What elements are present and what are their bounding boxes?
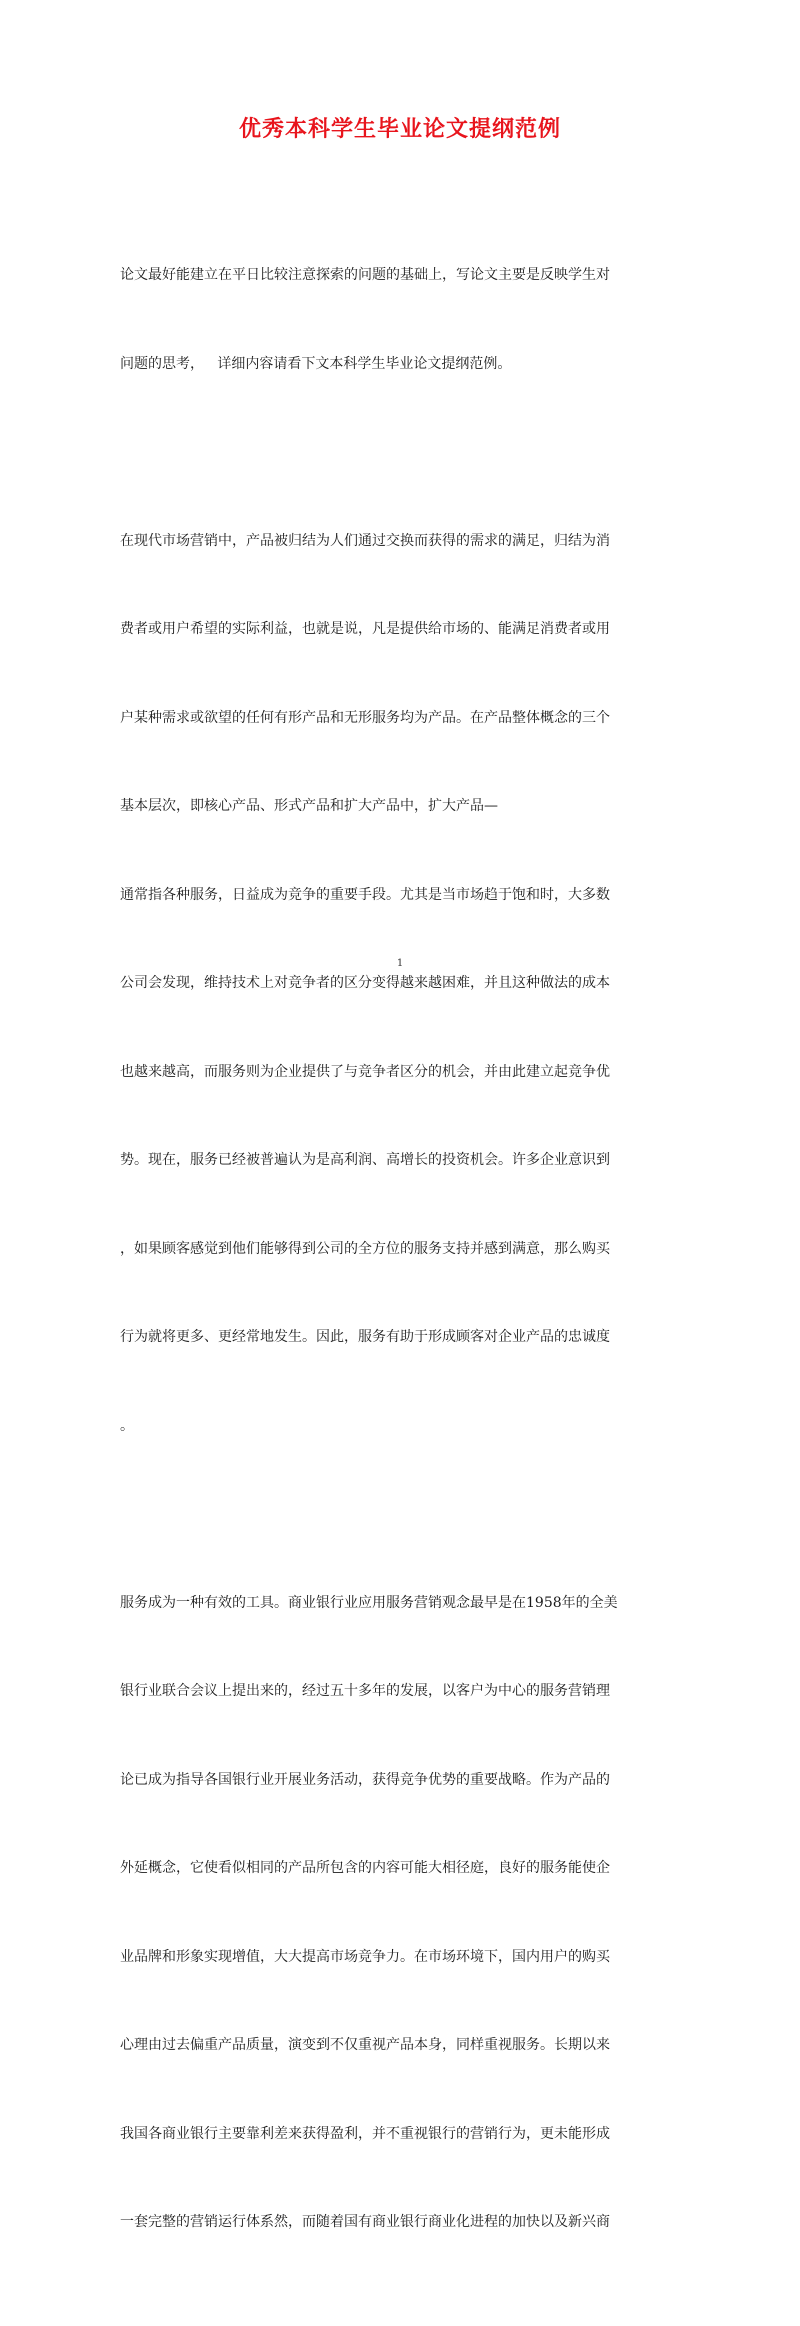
paragraph-1 <box>120 202 684 438</box>
paragraph-3 <box>120 1530 684 2297</box>
text-line: 户某种需求或欲望的任何有形产品和无形服务均为产品。在产品整体概念的三个 <box>120 709 610 726</box>
text-line: 业品牌和形象实现增值，大大提高市场竞争力。在市场环境下，国内用户的购买 <box>120 1948 610 1965</box>
text-line: 在现代市场营销中，产品被归结为人们通过交换而获得的需求的满足，归结为消 <box>120 532 610 549</box>
text-line: ，如果顾客感觉到他们能够得到公司的全方位的服务支持并感到满意，那么购买 <box>120 1240 610 1257</box>
text-line: 。 <box>120 1417 134 1434</box>
text-line: 银行业联合会议上提出来的，经过五十多年的发展，以客户为中心的服务营销理 <box>120 1683 610 1699</box>
page-number: 1 <box>396 958 404 969</box>
text-line: 我国各商业银行主要靠利差来获得盈利，并不重视银行的营销行为，更未能形成 <box>120 2125 610 2142</box>
text-line: 论文最好能建立在平日比较注意探索的问题的基础上，写论文主要是反映学生对 <box>120 267 610 283</box>
text-line: 也越来越高，而服务则为企业提供了与竞争者区分的机会，并由此建立起竞争优 <box>120 1063 610 1080</box>
text-line: 公司会发现，维持技术上对竞争者的区分变得越来越困难，并且这种做法的成本 <box>120 975 610 991</box>
text-line: 问题的思考， 详细内容请看下文本科学生毕业论文提纲范例。 <box>120 355 512 372</box>
document-body <box>120 202 684 2326</box>
text-line: 心理由过去偏重产品质量，演变到不仅重视产品本身，同样重视服务。长期以来 <box>120 2037 610 2053</box>
text-line: 论已成为指导各国银行业开展业务活动，获得竞争优势的重要战略。作为产品的 <box>120 1771 610 1788</box>
text-line: 服务成为一种有效的工具。商业银行业应用服务营销观念最早是在1958年的全美 <box>120 1594 618 1611</box>
text-line: 势。现在，服务已经被普遍认为是高利润、高增长的投资机会。许多企业意识到 <box>120 1152 610 1168</box>
text-line: 基本层次，即核心产品、形式产品和扩大产品中，扩大产品— <box>120 798 498 814</box>
text-line: 外延概念，它使看似相同的产品所包含的内容可能大相径庭，良好的服务能使企 <box>120 1860 610 1876</box>
paragraph-2 <box>120 468 684 1501</box>
text-line: 行为就将更多、更经常地发生。因此，服务有助于形成顾客对企业产品的忠诚度 <box>120 1329 610 1345</box>
text-line: 通常指各种服务，日益成为竞争的重要手段。尤其是当市场趋于饱和时，大多数 <box>120 886 610 903</box>
text-line: 费者或用户希望的实际利益，也就是说，凡是提供给市场的、能满足消费者或用 <box>120 621 610 637</box>
text-line: 一套完整的营销运行体系然，而随着国有商业银行商业化进程的加快以及新兴商 <box>120 2214 610 2230</box>
page-title: 优秀本科学生毕业论文提纲范例 <box>238 117 561 142</box>
